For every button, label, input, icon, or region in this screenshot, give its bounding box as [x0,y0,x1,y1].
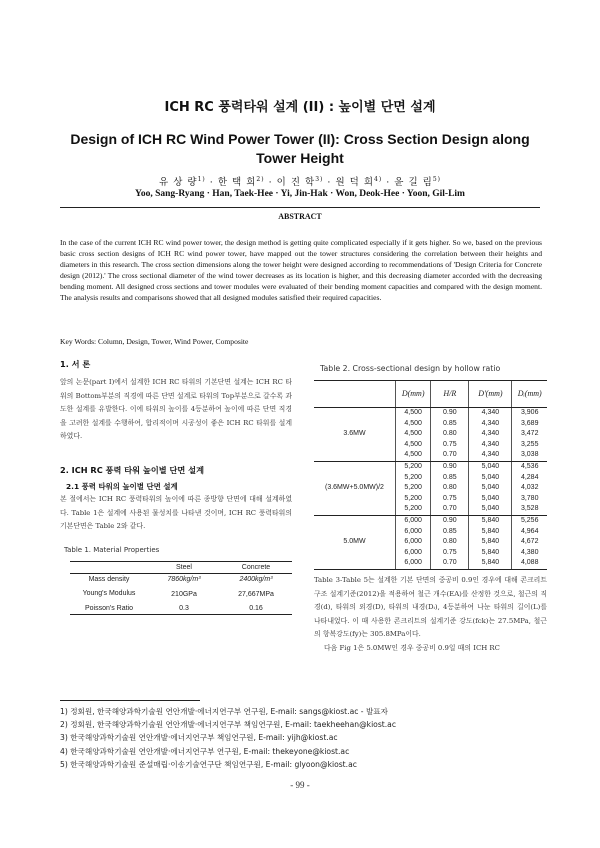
table-cell: 4,284 [512,473,547,484]
table-cell: 5,200 [395,483,430,494]
table-row [70,574,292,586]
title-english: Design of ICH RC Wind Power Tower (II): Cross Section Design along Tower Height [70,131,530,166]
table-cell: 4,340 [469,440,512,451]
author-name: 윤 길 림 [394,177,433,188]
table-cell: 5,840 [469,558,512,569]
paragraph: Table 3-Table 5는 설계한 기본 단면의 중공비 0.9인 경우에 대해 콘크리트 구조 설계기준(2012)을 적용하여 철근 개수(EA)를 산정한 것으로, 철근의 직경(d), 타워의 외경(D), 타워의 내경(Dᵢ), 4등분하여 나눈 타워의 길이(L)를 나타내었다. 이 때 사용한 콘크리트의 설계기준 강도(fck)는 27.5MPa, 철근의 항복강도(fy)는 305.8MPa이다. [314,576,547,639]
table-cell: 3,528 [512,504,547,515]
table-cell: 5,200 [395,494,430,505]
table-header-cell: D(mm) [395,381,430,408]
table-cell: 4,964 [512,527,547,538]
page-number: - 99 - [290,780,310,790]
table-cell: 3,689 [512,419,547,430]
group-label-cell: 3.6MW [314,408,395,462]
table-cell: 6,000 [395,558,430,569]
footnote: 1) 정회원, 한국해양과학기술원 연안개발·에너지연구부 연구원, E-mail: sangs@kiost.ac - 발표자 [60,707,388,716]
table-cell: 3,255 [512,440,547,451]
table-cell: 0.75 [431,548,469,559]
table-row [314,408,547,419]
table-cell: 0.85 [431,419,469,430]
table-cell: 6,000 [395,527,430,538]
table-cell: 5,200 [395,504,430,515]
author-affil: 1) [197,175,206,183]
section-2-heading: 2. ICH RC 풍력 타워 높이별 단면 설계 [60,465,204,475]
table-cell: 0.85 [431,473,469,484]
table-cell: 0.70 [431,558,469,569]
table-cell: 5,840 [469,527,512,538]
table-cell: 4,340 [469,429,512,440]
cross-section-table [314,380,547,570]
authors-korean: 유 상 량$^{1)}$ · 한 택 희$^{2)}$ · 이 진 학$^{3)}$ · 원 덕 희$^{4)}$ · 윤 길 림$^{5)}$ [159,175,441,188]
table-cell: 0.80 [431,537,469,548]
table-cell: 27,667MPa [238,590,274,598]
table-cell: 4,500 [395,450,430,461]
table-cell: Poisson's Ratio [70,603,148,615]
table-cell: 3,472 [512,429,547,440]
table-row [70,603,292,615]
table-cell: 4,340 [469,419,512,430]
table-cell: 4,536 [512,461,547,472]
table-cell: 7860kg/m³ [167,576,201,583]
footnote: 3) 한국해양과학기술원 연안개발·에너지연구부 책임연구원, E-mail: yijh@kiost.ac [60,733,338,743]
table-cell: 2400kg/m³ [239,576,273,583]
divider [60,207,540,208]
abstract-heading: ABSTRACT [278,212,322,221]
table-cell: 0.70 [431,504,469,515]
table-cell: 5,040 [469,461,512,472]
table-cell: 6,000 [395,548,430,559]
table-cell: 5,840 [469,537,512,548]
table-header-cell [314,381,395,408]
table-cell: Young's Modulus [82,590,136,597]
author-name: 이 진 학 [276,177,316,188]
table-cell: 4,380 [512,548,547,559]
table-row [314,461,547,472]
table-cell: 3,038 [512,450,547,461]
table-header-cell: Steel [148,562,220,574]
table-cell: 5,040 [469,483,512,494]
table-cell: 0.80 [431,483,469,494]
right-column-body [314,574,547,656]
table-cell: 0.90 [431,408,469,419]
table-1-caption: Table 1. Material Properties [64,546,160,554]
table-cell: 5,040 [469,504,512,515]
paragraph: 다음 Fig 1은 5.0MW인 경우 중공비 0.9일 때의 ICH RC [324,643,500,652]
footnote: 4) 한국해양과학기술원 연안개발·에너지연구부 연구원, E-mail: thekeyone@kiost.ac [60,746,350,756]
section-2-1-body: 본 절에서는 ICH RC 풍력타워의 높이에 따른 종방향 단면에 대해 설계하였다. Table 1은 설계에 사용된 물성치를 나타낸 것이며, ICH RC 풍력타워의 기본단면은 Table 2와 같다. [60,495,292,531]
table-cell: 210GPa [171,590,197,598]
table-cell: 0.3 [148,603,220,615]
table-cell: 4,340 [469,450,512,461]
section-1-body: 앞의 논문(part I)에서 설계한 ICH RC 타워의 기본단면 설계는 ICH RC 타워의 Bottom부분의 직경에 따른 단면 설계로 타워의 Top부분으로 갈수록 과도한 설계를 유발한다. 이에 타워의 높이를 4등분하여 높이에 따른 단면 직경을 고려한 설계를 수행하여, 합리적이며 시공성이 좋은 ICH RC 타워를 설계하였다. [60,378,292,441]
table-cell: 3,906 [512,408,547,419]
table-cell: 0.90 [431,515,469,526]
table-2-caption: Table 2. Cross-sectional design by hollow ratio [320,364,501,373]
group-label-cell: (3.6MW+5.0MW)/2 [314,461,395,515]
table-cell: 5,840 [469,548,512,559]
table-cell: 6,000 [395,537,430,548]
abstract-text: In the case of the current ICH RC wind power tower, the design method is getting quite complicated especially if it gets higher. So we, based on the previous basic cross section designs of ICH RC wind power tower, have mapped out the tower structures considering the correlation between their heights and diameters in this research. The cross section dimensions along the tower height were designed according to recommendations of 'Design Criteria for Concrete design (2012).' The cross sectional diameter of the wind tower decreases as its location is higher, and this decreasing diameter accorded with the decreasing bending moment. All designed cross sections and tower modules were evaluated of their bending moment capacities and compared with the design moment. The analysis results and comparisons showed that all designed modules satisfied their required capacities. [60,238,542,302]
section-2-1-heading: 2.1 풍력 타워의 높이별 단면 설계 [66,482,178,491]
table-cell: 5,256 [512,515,547,526]
table-cell: 5,840 [469,515,512,526]
footnote: 5) 한국해양과학기술원 준설매립·이송기술연구단 책임연구원, E-mail: glyoon@kiost.ac [60,759,357,769]
table-cell: 5,040 [469,494,512,505]
table-cell: 5,200 [395,473,430,484]
author-affil: 4) [374,175,383,183]
title-korean: ICH RC 풍력타워 설계 (II) : 높이별 단면 설계 [164,100,436,115]
footnote-divider [60,700,200,701]
table-cell: 0.16 [220,603,292,615]
author-name: 한 택 희 [217,177,257,188]
table-cell: 4,500 [395,440,430,451]
author-name: 유 상 량 [159,177,198,188]
author-affil: 3) [315,175,324,183]
material-properties-table [70,561,292,615]
authors-english: Yoo, Sang-Ryang · Han, Taek-Hee · Yi, Jin-Hak · Won, Deok-Hee · Yoon, Gil-Lim [135,189,465,199]
footnotes [60,705,550,771]
table-cell: 4,500 [395,408,430,419]
table-cell: 0.75 [431,494,469,505]
author-affil: 2) [256,175,265,183]
table-header-cell: H/R [431,381,469,408]
table-cell: 0.80 [431,429,469,440]
table-cell: 4,088 [512,558,547,569]
table-cell: 5,040 [469,473,512,484]
table-cell: 4,672 [512,537,547,548]
table-cell: 4,032 [512,483,547,494]
table-cell: 4,340 [469,408,512,419]
table-header-cell [70,562,148,574]
table-cell: 3,780 [512,494,547,505]
table-header-cell: Concrete [220,562,292,574]
table-row [314,515,547,526]
table-cell: 6,000 [395,515,430,526]
table-header-cell: Dᵢ(mm) [512,381,547,408]
footnote: 2) 정회원, 한국해양과학기술원 연안개발·에너지연구부 책임연구원, E-mail: taekheehan@kiost.ac [60,720,397,730]
keywords: Key Words: Column, Design, Tower, Wind Power, Composite [60,337,249,346]
table-header-row [70,562,292,574]
table-cell: 0.70 [431,450,469,461]
section-1-heading: 1. 서 론 [60,359,91,369]
table-cell: 5,200 [395,461,430,472]
table-cell: 0.90 [431,461,469,472]
table-cell: 0.85 [431,527,469,538]
table-cell: 4,500 [395,429,430,440]
table-cell: 0.75 [431,440,469,451]
author-name: 원 덕 희 [335,177,375,188]
table-cell: 4,500 [395,419,430,430]
table-row [70,585,292,603]
table-header-cell: D'(mm) [469,381,512,408]
author-affil: 5) [432,175,441,183]
table-cell: Mass density [88,576,130,583]
group-label-cell: 5.0MW [314,515,395,569]
table-header-row [314,381,547,408]
